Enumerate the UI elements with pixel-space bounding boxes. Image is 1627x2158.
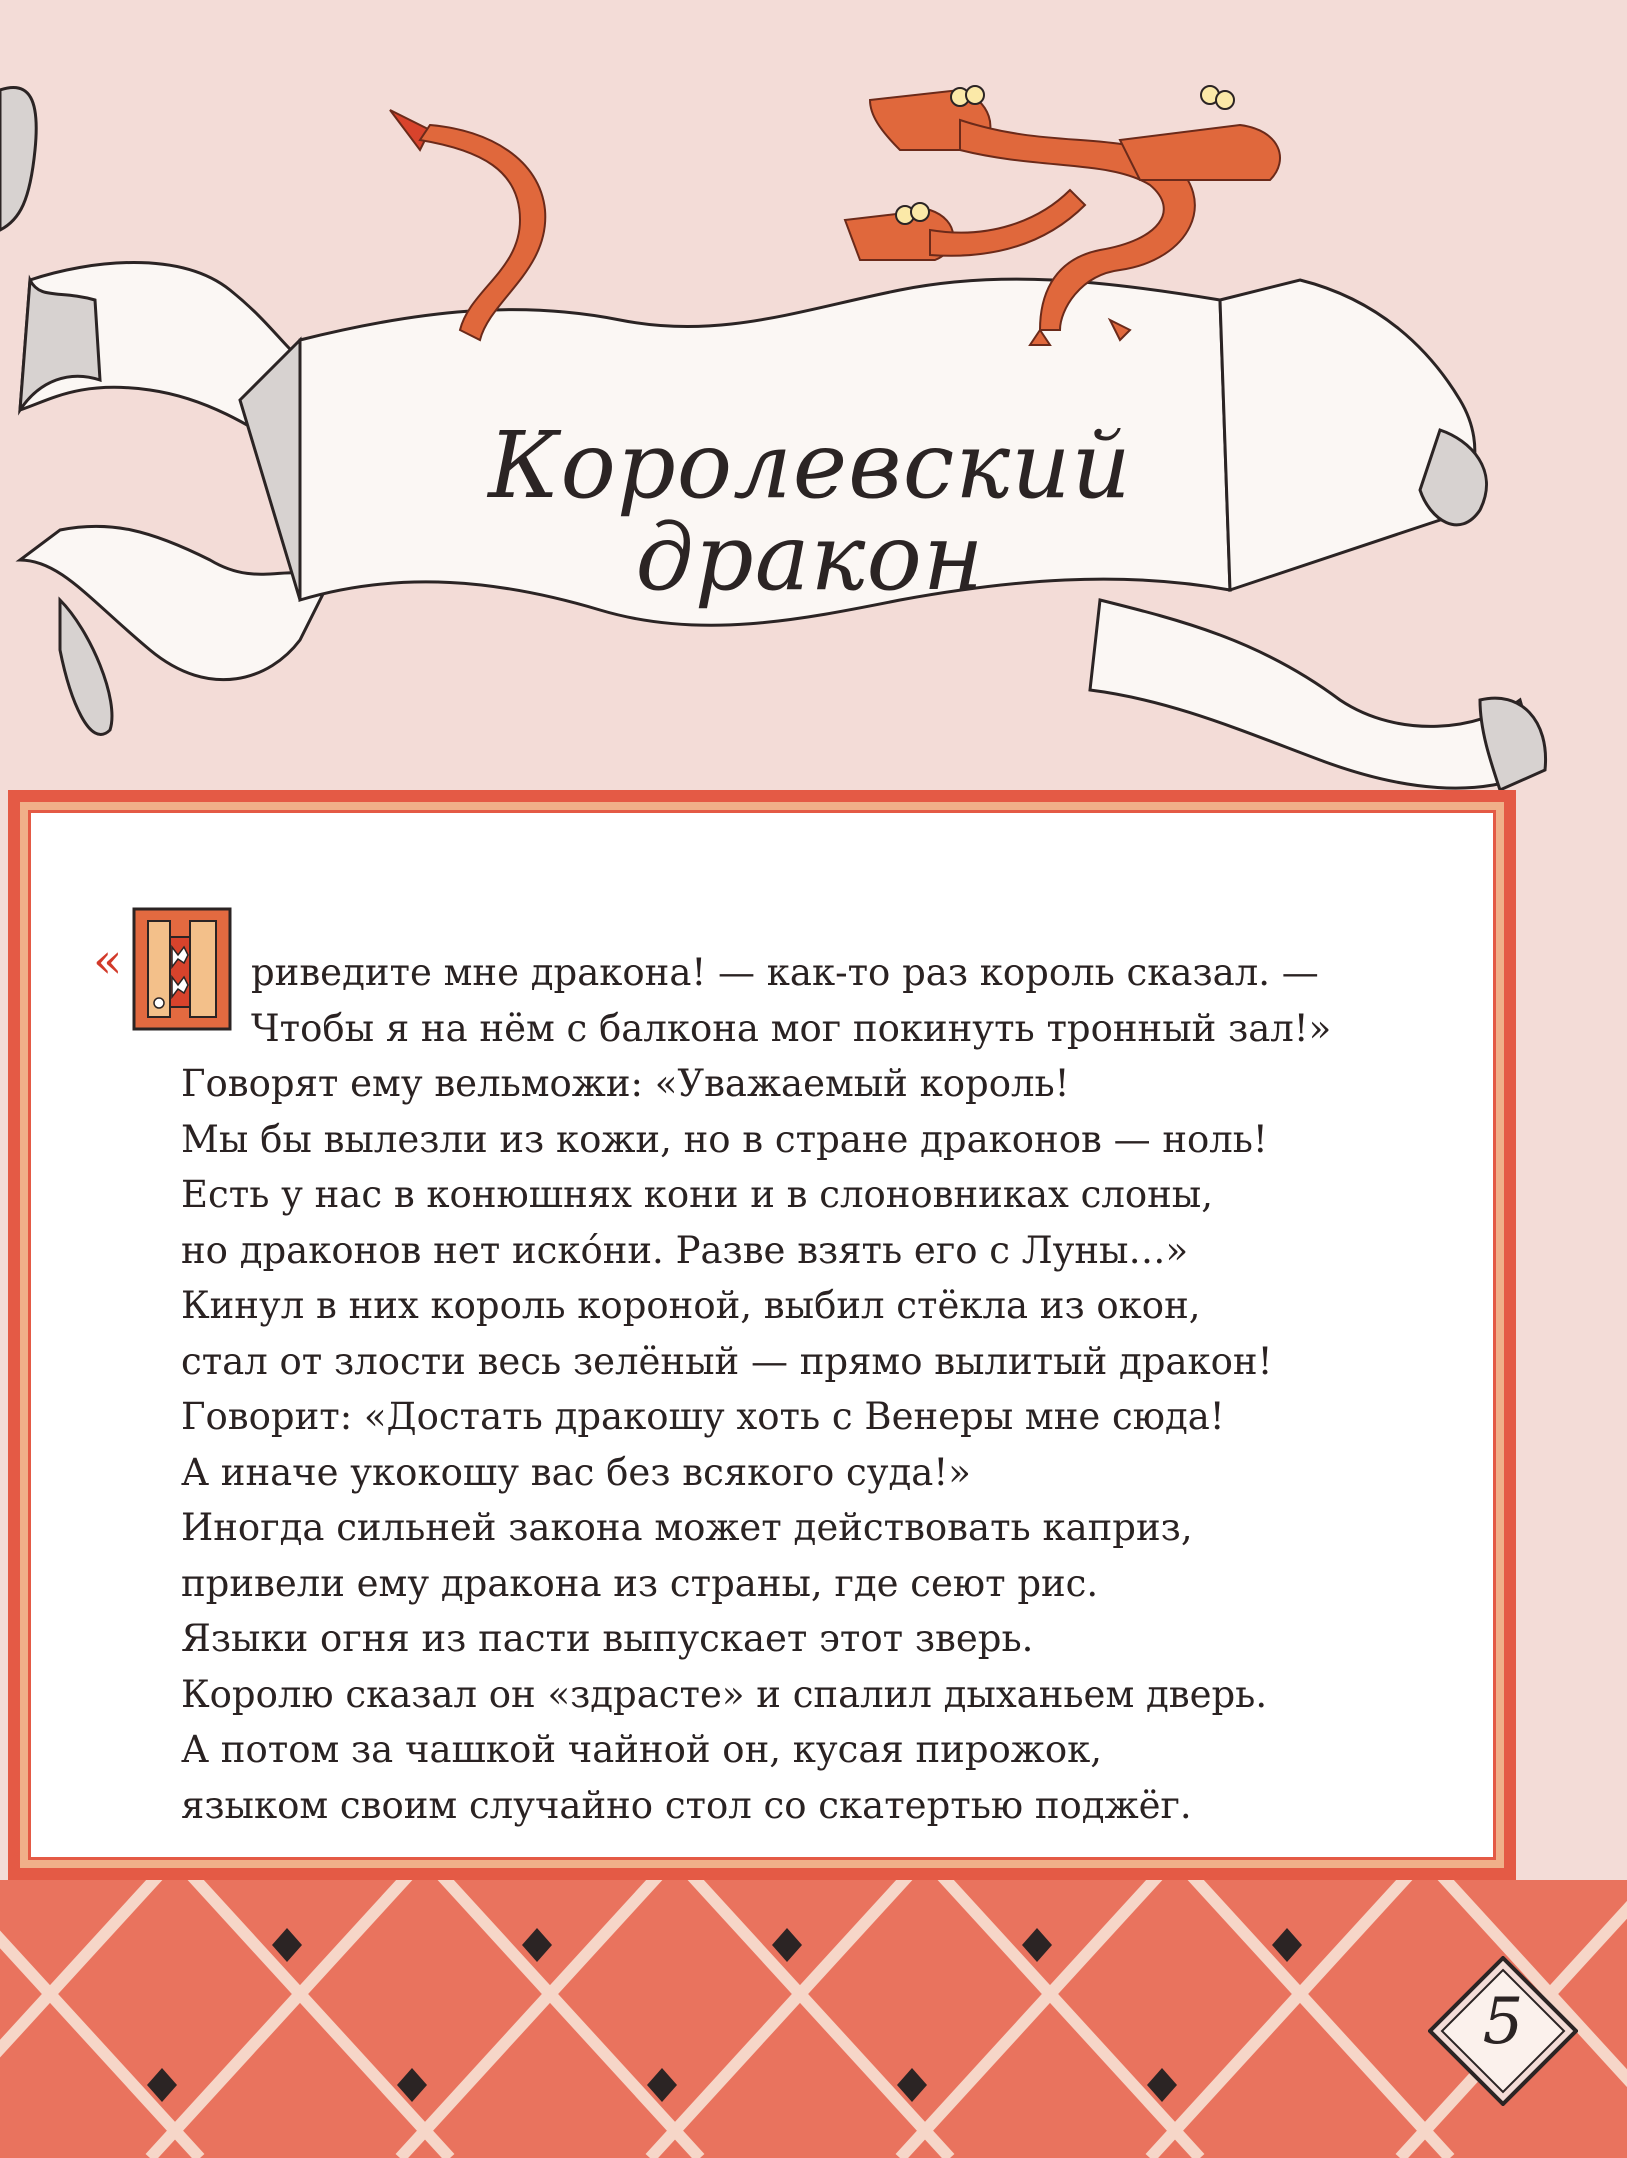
poem-line: Есть у нас в конюшнях кони и в слоновниках слоны,	[181, 1173, 1214, 1216]
poem-panel	[28, 810, 1496, 1860]
poem-line: Кинул в них король короной, выбил стёкла из окон,	[181, 1284, 1201, 1327]
poem-line: Мы бы вылезли из кожи, но в стране драконов — ноль!	[181, 1117, 1268, 1161]
poem-line: А потом за чашкой чайной он, кусая пирожок,	[181, 1728, 1103, 1771]
poem-line: А иначе укокошу вас без всякого суда!»	[181, 1450, 971, 1494]
poem-frame-border	[20, 802, 1504, 1868]
poem-line: Королю сказал он «здрасте» и спалил дыханьем дверь.	[181, 1672, 1268, 1716]
poem-text	[181, 945, 1461, 1833]
poem-line: риведите мне дракона! — как-то раз король сказал. —	[251, 951, 1319, 994]
poem-line: Иногда сильней закона может действовать каприз,	[181, 1506, 1193, 1549]
page-number: 5	[1482, 1985, 1524, 2059]
poem-line: стал от злости весь зелёный — прямо вылитый дракон!	[181, 1339, 1273, 1383]
poem-frame	[8, 790, 1516, 1880]
poem-line: Языки огня из пасти выпускает этот зверь.	[181, 1617, 1034, 1660]
poem-line: Говорят ему вельможи: «Уважаемый король!	[181, 1062, 1070, 1105]
floor-pattern	[0, 1880, 1627, 2158]
title-banner-illustration	[0, 0, 1627, 820]
poem-line: но драконов нет иско́ни. Разве взять его с Луны…»	[181, 1228, 1189, 1272]
poem-line: Чтобы я на нём с балкона мог покинуть тронный зал!»	[251, 1006, 1332, 1050]
poem-line: привели ему дракона из страны, где сеют рис.	[181, 1561, 1099, 1605]
poem-title: Королевский дракон	[488, 412, 1132, 611]
poem-line: языком своим случайно стол со скатертью поджёг.	[181, 1783, 1192, 1827]
poem-line: Говорит: «Достать дракошу хоть с Венеры мне сюда!	[181, 1395, 1225, 1438]
opening-quote: «	[93, 933, 123, 989]
